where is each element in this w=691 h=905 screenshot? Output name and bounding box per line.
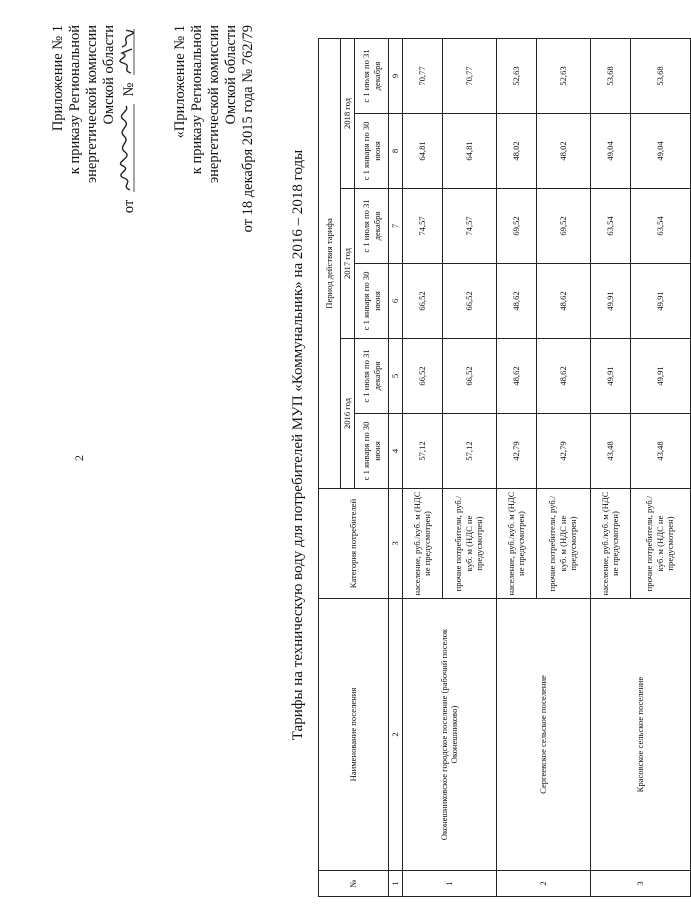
- tariff-value: 48,62: [536, 264, 590, 339]
- appendix-header-new: [50, 25, 138, 250]
- settlement-name: Сергеевское сельское поселение: [496, 599, 590, 871]
- tariff-value: 66,52: [402, 264, 442, 339]
- appendix-line: энергетической комиссии: [84, 25, 100, 184]
- header-half-1: с 1 января по 30 июня: [355, 414, 389, 489]
- tariff-value: 74,57: [402, 189, 442, 264]
- handwritten-date-scribble: [118, 104, 136, 192]
- tariff-value: 49,91: [630, 339, 690, 414]
- row-num: 2: [496, 871, 590, 897]
- date-prefix: от: [121, 199, 137, 214]
- tariff-value: 49,91: [590, 264, 630, 339]
- appendix-line: Омской области: [223, 25, 239, 125]
- column-numbers-row: [389, 38, 403, 896]
- tariff-value: 74,57: [442, 189, 496, 264]
- tariff-value: 64,81: [402, 114, 442, 189]
- table-row: [402, 38, 442, 896]
- header-settlement: Наименование поселения: [319, 599, 389, 871]
- header-num: №: [319, 871, 389, 897]
- tariff-value: 66,52: [402, 339, 442, 414]
- handwritten-date: [118, 104, 134, 192]
- column-number: 6: [389, 264, 403, 339]
- tariff-value: 66,52: [442, 339, 496, 414]
- consumer-category: прочие потребители, руб./куб. м (НДС не предусмотрен): [630, 489, 690, 599]
- row-num: 1: [402, 871, 496, 897]
- appendix-line: к приказу Региональной: [67, 25, 83, 175]
- table-row: [590, 38, 630, 896]
- tariff-value: 57,12: [402, 414, 442, 489]
- tariff-value: 48,02: [536, 114, 590, 189]
- column-number: 9: [389, 38, 403, 113]
- tariff-value: 48,62: [496, 339, 536, 414]
- column-number: 3: [389, 489, 403, 599]
- document-title: Тарифы на техническую воду для потребителей МУП «Коммунальник» на 2016 – 2018 годы: [290, 149, 306, 741]
- tariff-value: 70,77: [402, 38, 442, 113]
- settlement-name: Оконешниковское городское поселение (рабочий поселок Оконешниково): [402, 599, 496, 871]
- header-row: [319, 38, 341, 896]
- header-period: Период действия тарифа: [319, 38, 341, 488]
- header-category: Категория потребителей: [319, 489, 389, 599]
- tariff-value: 70,77: [442, 38, 496, 113]
- consumer-category: население, руб./куб. м (НДС не предусмотрен): [496, 489, 536, 599]
- tariff-value: 69,52: [536, 189, 590, 264]
- settlement-name: Красовское сельское поселение: [590, 599, 690, 871]
- page-number: 2: [72, 455, 86, 461]
- tariff-value: 49,91: [590, 339, 630, 414]
- tariff-value: 49,04: [630, 114, 690, 189]
- appendix-date-line: от 18 декабря 2015 года № 762/79: [240, 25, 256, 233]
- column-number: 4: [389, 414, 403, 489]
- consumer-category: прочие потребители, руб./куб. м (НДС не предусмотрен): [536, 489, 590, 599]
- tariff-value: 42,79: [496, 414, 536, 489]
- tariff-value: 49,04: [590, 114, 630, 189]
- appendix-line: к приказу Региональной: [189, 25, 205, 175]
- appendix-title: Приложение № 1: [50, 25, 66, 132]
- tariff-value: 48,62: [496, 264, 536, 339]
- tariff-value: 63,54: [590, 189, 630, 264]
- tariff-value: 52,63: [536, 38, 590, 113]
- header-half-2: с 1 июля по 31 декабря: [355, 339, 389, 414]
- consumer-category: прочие потребители, руб./куб. м (НДС не предусмотрен): [442, 489, 496, 599]
- column-number: 8: [389, 114, 403, 189]
- handwritten-number: [118, 29, 134, 75]
- tariff-value: 69,52: [496, 189, 536, 264]
- column-number: 1: [389, 871, 403, 897]
- header-half-1: с 1 января по 30 июня: [355, 264, 389, 339]
- tariff-value: 64,81: [442, 114, 496, 189]
- header-half-1: с 1 января по 30 июня: [355, 114, 389, 189]
- tariff-value: 57,12: [442, 414, 496, 489]
- header-half-2: с 1 июля по 31 декабря: [355, 189, 389, 264]
- column-number: 5: [389, 339, 403, 414]
- header-year-2018: 2018 год: [341, 38, 355, 188]
- column-number: 7: [389, 189, 403, 264]
- appendix-header-old: [172, 25, 257, 355]
- header-half-2: с 1 июля по 31 декабря: [355, 38, 389, 113]
- tariff-value: 48,62: [536, 339, 590, 414]
- tariff-value: 66,52: [442, 264, 496, 339]
- tariff-value: 52,63: [496, 38, 536, 113]
- tariff-value: 42,79: [536, 414, 590, 489]
- row-num: 3: [590, 871, 690, 897]
- tariff-value: 48,02: [496, 114, 536, 189]
- consumer-category: население, руб./куб. м (НДС не предусмотрен): [402, 489, 442, 599]
- tariff-value: 63,54: [630, 189, 690, 264]
- tariff-value: 49,91: [630, 264, 690, 339]
- number-prefix: №: [121, 82, 137, 97]
- handwritten-number-scribble: [118, 29, 136, 75]
- appendix-line: энергетической комиссии: [206, 25, 222, 184]
- table-row: [496, 38, 536, 896]
- appendix-line: Омской области: [101, 25, 117, 125]
- tariff-value: 43,48: [630, 414, 690, 489]
- header-year-2016: 2016 год: [341, 339, 355, 489]
- tariff-value: 53,68: [630, 38, 690, 113]
- tariff-table: [318, 38, 691, 897]
- appendix-date-line: [118, 25, 138, 250]
- appendix-title: «Приложение № 1: [172, 25, 188, 139]
- tariff-value: 53,68: [590, 38, 630, 113]
- consumer-category: население, руб./куб. м (НДС не предусмотрен): [590, 489, 630, 599]
- tariff-value: 43,48: [590, 414, 630, 489]
- header-year-2017: 2017 год: [341, 189, 355, 339]
- column-number: 2: [389, 599, 403, 871]
